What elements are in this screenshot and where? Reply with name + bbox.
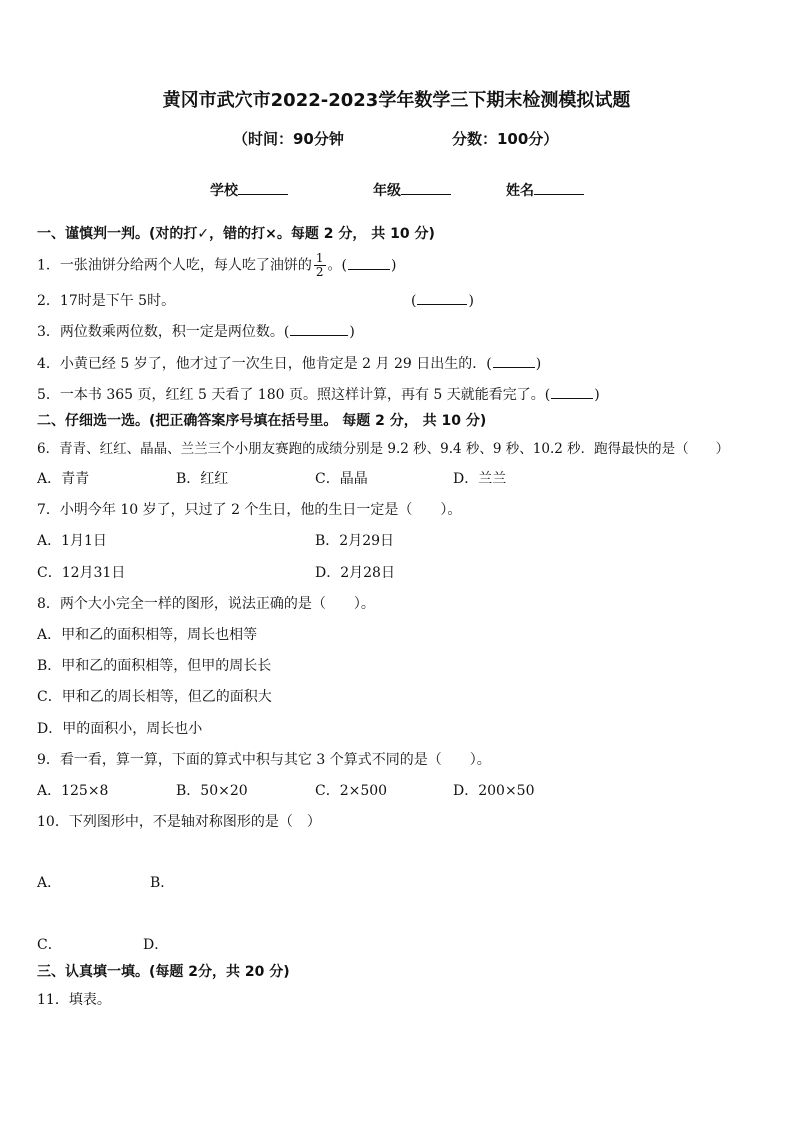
q8-option-b[interactable]: B．甲和乙的面积相等，但甲的周长长 bbox=[37, 658, 272, 674]
q9-option-b[interactable]: B．50×20 bbox=[176, 783, 248, 799]
q1-answer-blank[interactable] bbox=[348, 255, 390, 270]
q8-option-d[interactable]: D．甲的面积小，周长也小 bbox=[37, 721, 203, 737]
q9-option-c[interactable]: C．2×500 bbox=[315, 783, 388, 799]
q7-option-d[interactable]: D．2月28日 bbox=[315, 565, 395, 581]
name-label: 姓名 bbox=[506, 183, 534, 199]
q1-close: ) bbox=[391, 257, 397, 274]
school-blank[interactable] bbox=[238, 180, 288, 195]
fraction-numerator: 1 bbox=[315, 251, 324, 265]
q6-option-b[interactable]: B．红红 bbox=[176, 471, 229, 487]
q8-option-a[interactable]: A．甲和乙的面积相等，周长也相等 bbox=[37, 627, 258, 643]
q10-option-a[interactable]: A． bbox=[37, 875, 62, 891]
q2-answer-blank[interactable] bbox=[417, 290, 467, 305]
q1-suffix: 。( bbox=[327, 257, 348, 274]
q4-answer-blank[interactable] bbox=[493, 353, 535, 368]
section1-heading: 一、谨慎判一判。(对的打✓，错的打×。每题 2 分， 共 10 分) bbox=[37, 226, 435, 242]
q5-answer-blank[interactable] bbox=[551, 384, 593, 399]
question-8: 8．两个大小完全一样的图形，说法正确的是（ ）。 bbox=[37, 596, 375, 612]
fraction-denominator: 2 bbox=[315, 265, 324, 279]
q7-option-c[interactable]: C．12月31日 bbox=[37, 565, 126, 581]
q2-close: ) bbox=[468, 293, 474, 309]
question-10: 10．下列图形中，不是轴对称图形的是（ ） bbox=[37, 814, 321, 830]
question-4 bbox=[37, 353, 541, 373]
question-2: 2．17时是下午 5时。 bbox=[37, 293, 176, 309]
q6-option-c[interactable]: C．晶晶 bbox=[315, 471, 368, 487]
q6-option-a[interactable]: A．青青 bbox=[37, 471, 90, 487]
score-label: 分数：100分） bbox=[452, 130, 559, 148]
grade-label: 年级 bbox=[373, 183, 401, 199]
q3-answer-blank[interactable] bbox=[290, 321, 348, 336]
q9-option-a[interactable]: A．125×8 bbox=[37, 783, 109, 799]
question-6: 6．青青、红红、晶晶、兰兰三个小朋友赛跑的成绩分别是 9.2 秒、9.4 秒、9 秒、10.2 秒．跑得最快的是（ ） bbox=[37, 441, 730, 457]
q10-option-b[interactable]: B． bbox=[150, 875, 175, 891]
question-9: 9．看一看，算一算，下面的算式中积与其它 3 个算式不同的是（ ）。 bbox=[37, 752, 491, 768]
q10-option-d[interactable]: D． bbox=[143, 937, 169, 953]
question-1 bbox=[37, 252, 396, 279]
q6-option-d[interactable]: D．兰兰 bbox=[453, 471, 507, 487]
page-title: 黄冈市武穴市2022-2023学年数学三下期末检测模拟试题 bbox=[162, 90, 631, 111]
grade-blank[interactable] bbox=[401, 180, 451, 195]
q5-text: 5．一本书 365 页，红红 5 天看了 180 页。照这样计算，再有 5 天就能看完了。( bbox=[37, 387, 551, 403]
question-3 bbox=[37, 321, 355, 341]
q3-close: ) bbox=[349, 324, 355, 340]
school-field bbox=[210, 180, 288, 200]
school-label: 学校 bbox=[210, 183, 238, 199]
fraction bbox=[314, 252, 326, 279]
q4-close: ) bbox=[535, 356, 542, 372]
q3-text: 3．两位数乘两位数，积一定是两位数。( bbox=[37, 324, 290, 340]
question-5 bbox=[37, 384, 600, 404]
q1-prefix: 1．一张油饼分给两个人吃，每人吃了油饼的 bbox=[37, 257, 312, 274]
section3-heading: 三、认真填一填。(每题 2分，共 20 分) bbox=[37, 964, 290, 980]
q2-open: ( bbox=[411, 293, 417, 309]
question-7: 7．小明今年 10 岁了，只过了 2 个生日，他的生日一定是（ ）。 bbox=[37, 502, 462, 518]
question-11: 11．填表。 bbox=[37, 992, 111, 1008]
q7-option-a[interactable]: A．1月1日 bbox=[37, 533, 107, 549]
q2-answer bbox=[411, 290, 474, 309]
q4-text: 4．小黄已经 5 岁了，他才过了一次生日，他肯定是 2 月 29 日出生的．( bbox=[37, 356, 492, 372]
name-field bbox=[506, 180, 584, 200]
time-label: （时间：90分钟 bbox=[233, 130, 344, 148]
q10-option-c[interactable]: C． bbox=[37, 937, 62, 953]
name-blank[interactable] bbox=[534, 180, 584, 195]
q7-option-b[interactable]: B．2月29日 bbox=[315, 533, 395, 549]
q8-option-c[interactable]: C．甲和乙的周长相等，但乙的面积大 bbox=[37, 689, 272, 705]
section2-heading: 二、仔细选一选。(把正确答案序号填在括号里。 每题 2 分， 共 10 分) bbox=[37, 413, 487, 429]
q5-close: ) bbox=[594, 387, 600, 403]
q9-option-d[interactable]: D．200×50 bbox=[453, 783, 535, 799]
grade-field bbox=[373, 180, 451, 200]
